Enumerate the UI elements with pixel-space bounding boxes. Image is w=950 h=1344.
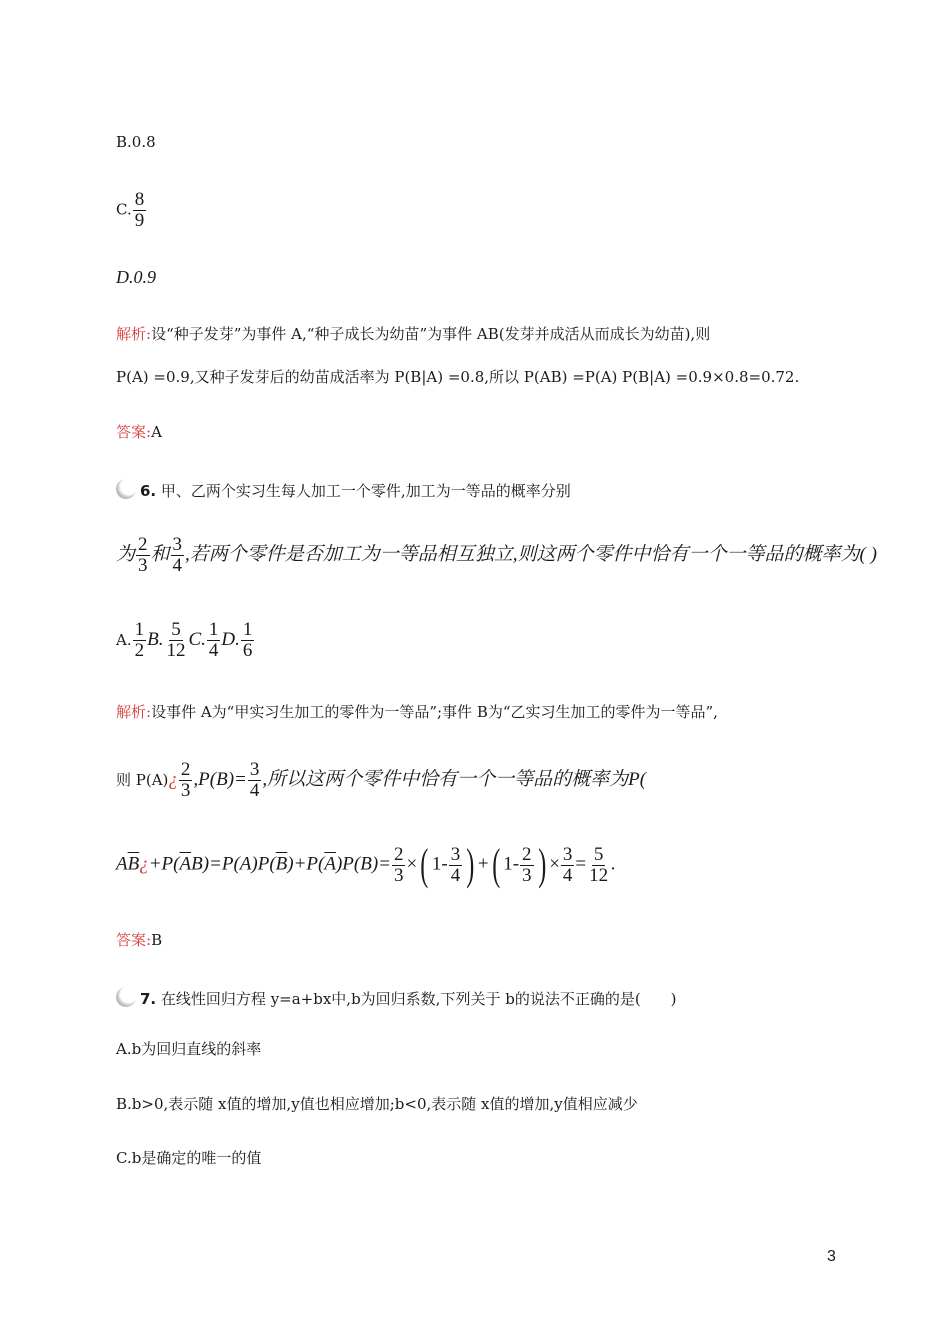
question-6-line2: 为 $\frac{2}{3}$ 和 $\frac{3}{4}$ ,若两个零件是否加工为一等品相互独立,则这两个零件中恰有一个一等品的概率为( ) <box>116 534 877 576</box>
fraction: $\frac{5}{12}$ <box>166 619 186 661</box>
fraction: $\frac{3}{4}$ <box>249 759 260 801</box>
question-6 <box>116 482 571 502</box>
option-c-prev: C. $\frac{8}{9}$ <box>116 189 145 231</box>
option-b-prev: B.0.8 <box>116 133 156 151</box>
solution-label: 解析: <box>116 325 152 343</box>
question-text: 甲、乙两个实习生每人加工一个零件,加工为一等品的概率分别 <box>160 482 571 500</box>
question-6-options: A. $\frac{1}{2}$ B. $\frac{5}{12}$ C. $\frac{1}{4}$ D. $\frac{1}{6}$ <box>116 619 253 661</box>
question-7-option-a: A.b为回归直线的斜率 <box>116 1040 262 1058</box>
fraction: $\frac{3}{4}$ <box>562 843 573 886</box>
fraction: $\frac{5}{12}$ <box>589 843 609 886</box>
answer-5 <box>116 425 162 440</box>
fraction: $\frac{1}{4}$ <box>208 619 219 661</box>
fraction: $\frac{2}{3}$ <box>180 759 191 801</box>
question-text: 在线性回归方程 y=a+bx中,b为回归系数,下列关于 b的说法不正确的是( ) <box>160 990 677 1008</box>
answer-label: 答案: <box>116 423 152 441</box>
fraction: $\frac{3}{4}$ <box>172 534 183 576</box>
question-number: 7. <box>140 990 157 1008</box>
question-number: 6. <box>140 482 157 500</box>
solution-5 <box>116 327 710 342</box>
answer-label: 答案: <box>116 931 152 949</box>
solution-text: 设“种子发芽”为事件 A,“种子成长为幼苗”为事件 AB(发芽并成活从而成长为幼苗),则 <box>151 325 711 343</box>
question-7 <box>116 990 677 1010</box>
solution-label: 解析: <box>116 703 152 721</box>
option-d-prev: D.0.9 <box>116 267 156 287</box>
fraction: $\frac{2}{3}$ <box>138 534 148 576</box>
question-7-option-c: C.b是确定的唯一的值 <box>116 1149 262 1167</box>
solution-6-formula: $A\overline{B}¿+P(\overline{A}B)=P(A)P(\overline{B})+P(\overline{A})P(B)=$ $\frac{2}{3}$ ×( 1- $\frac{3}{4}$ ) +( 1- $\frac{2}{3}$ ) × $\frac{3}{4}$ = $\frac{5}{12}$ . <box>116 840 616 889</box>
fraction: $\frac{2}{3}$ <box>522 843 532 886</box>
fraction: $\frac{8}{9}$ <box>134 189 145 231</box>
answer-6 <box>116 933 162 948</box>
answer-value: A <box>151 423 162 441</box>
solution-6-line2: 则 P(A)¿ $\frac{2}{3}$ ,P(B)= $\frac{3}{4}$ ,所以这两个零件中恰有一个一等品的概率为P( <box>116 759 647 801</box>
fraction: $\frac{2}{3}$ <box>393 843 404 886</box>
question-bullet-icon <box>116 987 136 1007</box>
fraction: $\frac{3}{4}$ <box>450 843 461 886</box>
fraction: $\frac{1}{6}$ <box>242 619 253 661</box>
question-bullet-icon <box>116 479 136 499</box>
question-7-option-b: B.b>0,表示随 x值的增加,y值也相应增加;b<0,表示随 x值的增加,y值相应减少 <box>116 1095 638 1113</box>
page-number: 3 <box>827 1248 836 1265</box>
solution-6 <box>116 705 718 720</box>
answer-value: B <box>151 931 163 949</box>
fraction: $\frac{1}{2}$ <box>134 619 145 661</box>
solution-5-line2: P(A) =0.9,又种子发芽后的幼苗成活率为 P(B|A) =0.8,所以 P(AB) =P(A) P(B|A) =0.9×0.8=0.72. <box>116 368 800 386</box>
solution-text: 设事件 A为“甲实习生加工的零件为一等品”;事件 B为“乙实习生加工的零件为一等品”, <box>151 703 718 721</box>
